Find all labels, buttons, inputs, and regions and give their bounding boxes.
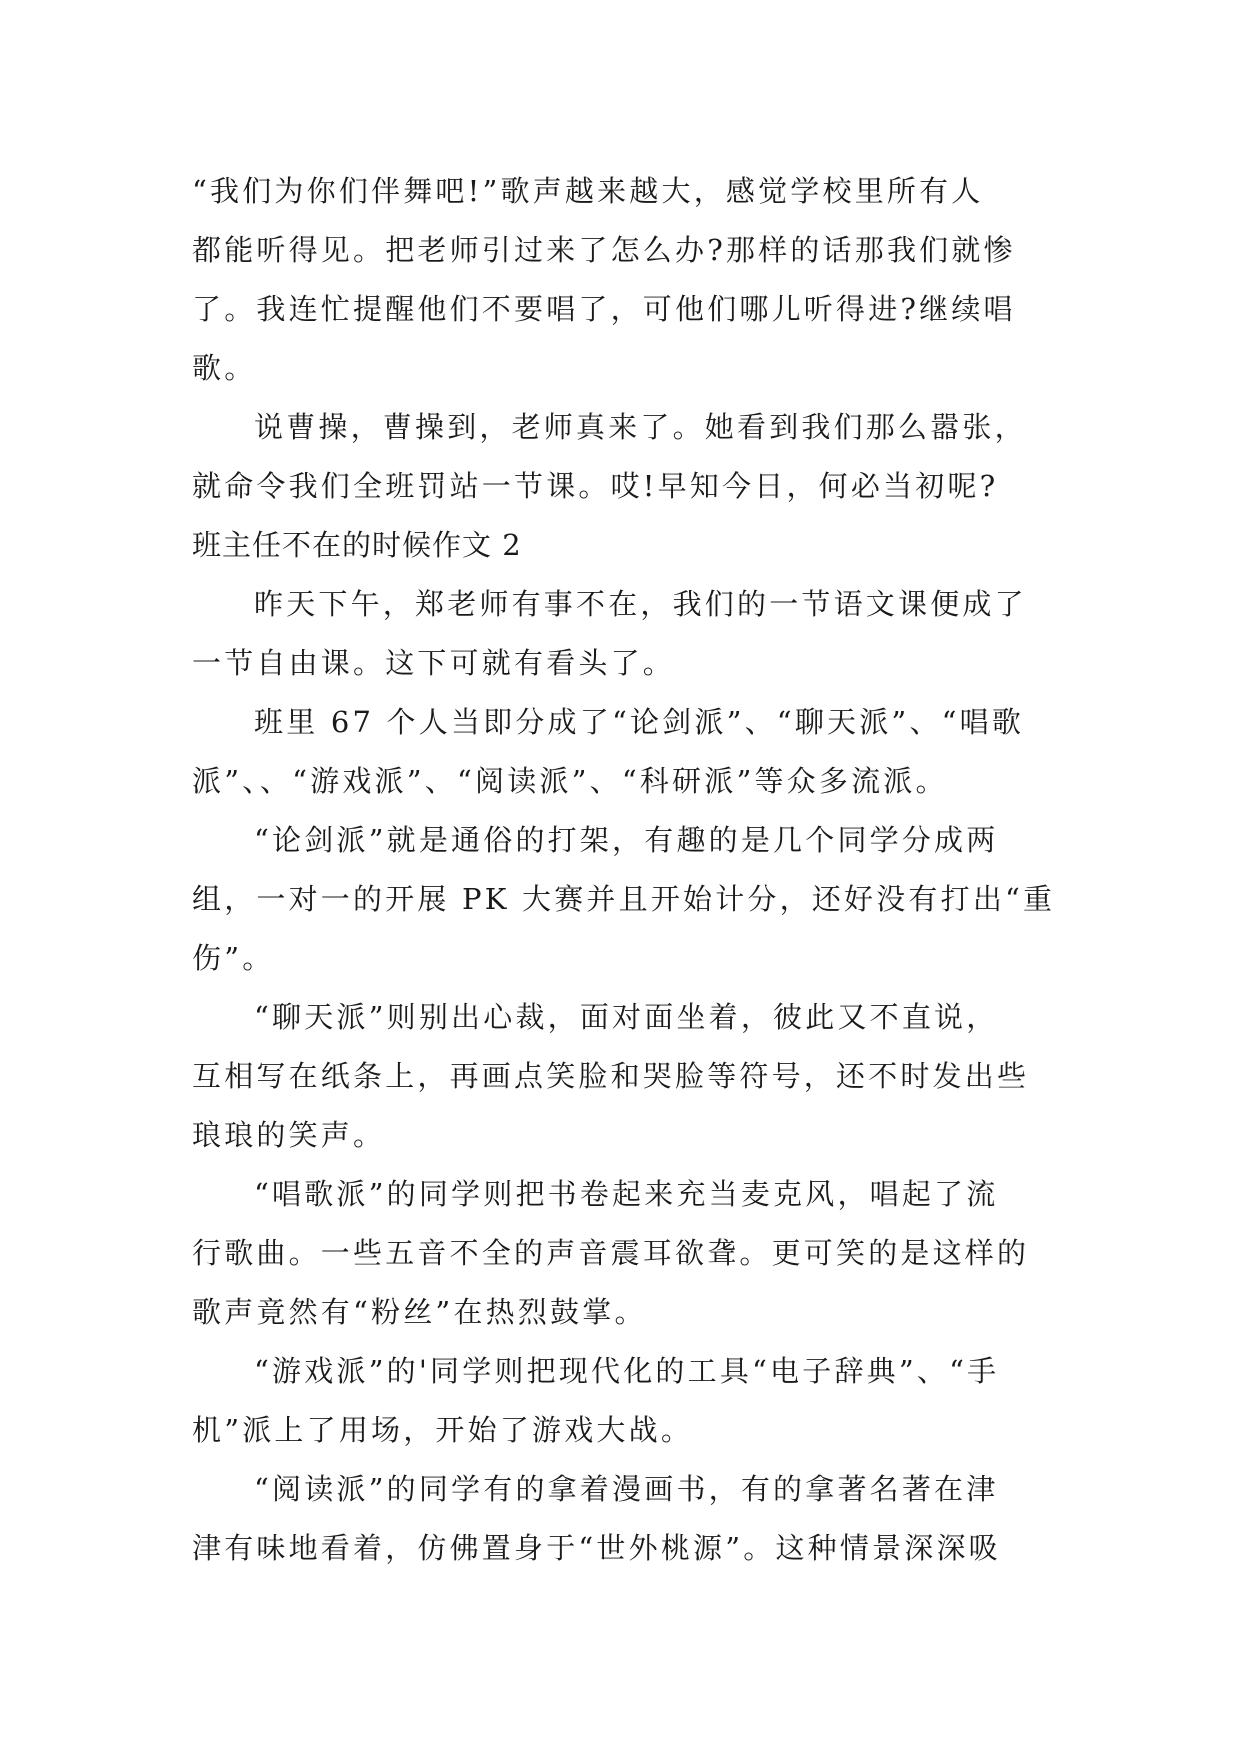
text-line-18: “唱歌派”的同学则把书卷起来充当麦克风，唱起了流 <box>254 1177 999 1211</box>
text-line-21: “游戏派”的'同学则把现代化的工具“电子辞典”、“手 <box>254 1354 1000 1388</box>
text-line-15: “聊天派”则别出心裁，面对面坐着，彼此又不直说， <box>254 1000 999 1034</box>
text-line-14: 伤”。 <box>192 941 275 975</box>
text-line-12: “论剑派”就是通俗的打架，有趣的是几个同学分成两 <box>254 823 999 857</box>
text-line-11: 派”、、“游戏派”、“阅读派”、“科研派”等众多流派。 <box>192 764 948 798</box>
document-body <box>192 162 1056 1578</box>
text-line-13: 组，一对一的开展 PK 大赛并且开始计分，还好没有打出“重 <box>192 882 1056 916</box>
text-line-3: 了。我连忙提醒他们不要唱了，可他们哪儿听得进?继续唱 <box>192 292 1016 326</box>
text-line-5: 说曹操，曹操到，老师真来了。她看到我们那么嚣张， <box>254 410 1027 444</box>
text-line-8: 昨天下午，郑老师有事不在，我们的一节语文课便成了 <box>254 587 1027 621</box>
text-line-20: 歌声竟然有“粉丝”在热烈鼓掌。 <box>192 1295 647 1329</box>
section-title: 班主任不在的时候作文 2 <box>192 528 522 562</box>
text-line-2: 都能听得见。把老师引过来了怎么办?那样的话那我们就惨 <box>192 233 1016 267</box>
text-line-4: 歌。 <box>192 351 257 385</box>
text-line-1: “我们为你们伴舞吧!”歌声越来越大，感觉学校里所有人 <box>192 174 984 208</box>
text-line-9: 一节自由课。这下可就有看头了。 <box>192 646 676 680</box>
text-line-6: 就命令我们全班罚站一节课。哎!早知今日，何必当初呢? <box>192 469 999 503</box>
text-line-24: 津有味地看着，仿佛置身于“世外桃源”。这种情景深深吸 <box>192 1531 1001 1565</box>
text-line-22: 机”派上了用场，开始了游戏大战。 <box>192 1413 694 1447</box>
text-line-10: 班里 67 个人当即分成了“论剑派”、“聊天派”、“唱歌 <box>254 705 1025 739</box>
text-line-23: “阅读派”的同学有的拿着漫画书，有的拿著名著在津 <box>254 1472 999 1506</box>
text-line-19: 行歌曲。一些五音不全的声音震耳欲聋。更可笑的是这样的 <box>192 1236 1030 1270</box>
text-line-16: 互相写在纸条上，再画点笑脸和哭脸等符号，还不时发出些 <box>192 1059 1030 1093</box>
text-line-17: 琅琅的笑声。 <box>192 1118 386 1152</box>
